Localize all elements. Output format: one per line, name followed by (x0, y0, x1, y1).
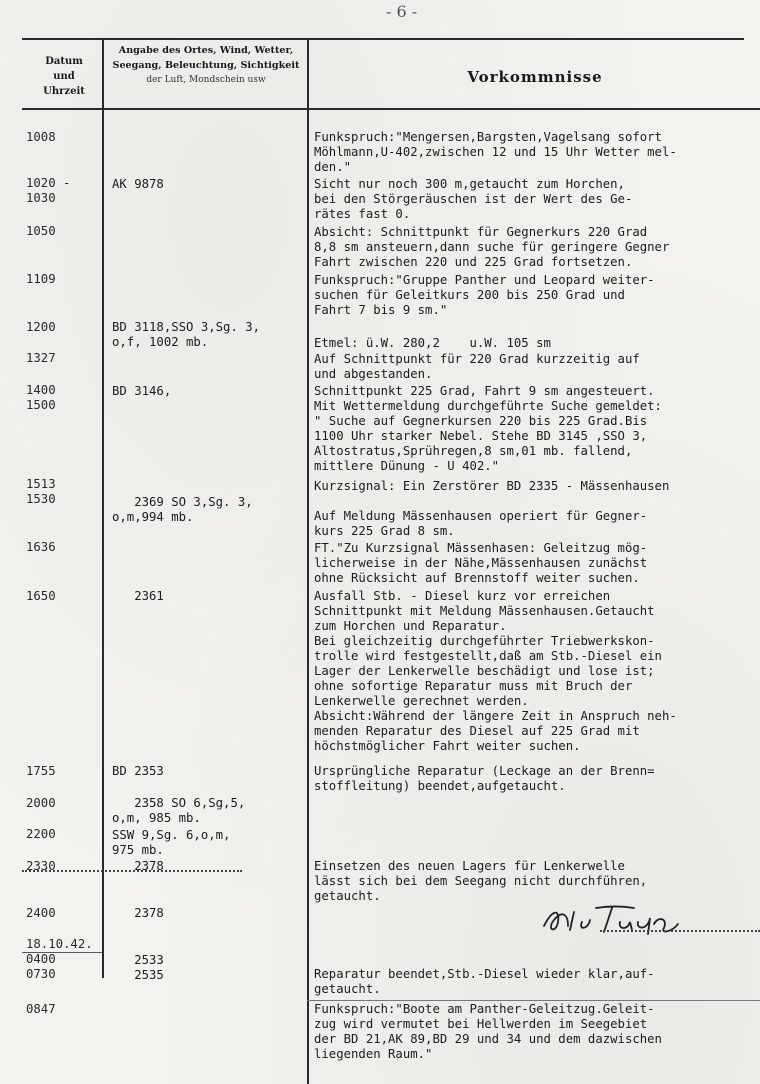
page-number: - 6 - (386, 2, 418, 21)
header-ort-sub: der Luft, Mondschein usw (146, 75, 266, 85)
entry-time: 18.10.42. 0400 0730 (26, 937, 93, 981)
entry-text: Schnittpunkt 225 Grad, Fahrt 9 sm angesteuert. Mit Wettermeldung durchgeführte Suche gemeldet: " Suche auf Gegnerkursen 220 bis 225 Grad.Bis 1100 Uhr starker Nebel. Stehe BD 3145 ,SSO 3, Altostratus,Sprühregen,8 sm,01 mb. fallend, mittlere Dünung - U 402." (314, 384, 662, 473)
column-divider-1 (102, 38, 104, 978)
header-ort-line: Seegang, Beleuchtung, Sichtigkeit (112, 59, 300, 71)
entry-text: Etmel: ü.W. 280,2 u.W. 105 sm (314, 336, 551, 350)
entry-text: Auf Schnittpunkt für 220 Grad kurzzeitig auf und abgestanden. (314, 352, 640, 381)
header-bottom-rule (22, 108, 760, 110)
entry-ort: BD 3118,SSO 3,Sg. 3, o,f, 1002 mb. (112, 320, 261, 349)
header-ort-line: Angabe des Ortes, Wind, Wetter, (118, 45, 294, 56)
entry-time: 1050 (26, 224, 56, 238)
entry-text: Ursprüngliche Reparatur (Leckage an der Brenn= stoffleitung) beendet,aufgetaucht. (314, 764, 655, 793)
header-datum-line: und (53, 71, 75, 82)
entry-text: Ausfall Stb. - Diesel kurz vor erreichen Schnittpunkt mit Meldung Mässenhausen.Getaucht zum Horchen und Reparatur. Bei gleichzeitig durchgeführter Triebwerkskon- trolle wird festgestellt,daß am Stb.-Diesel ein Lager der Lenkerwelle beschädigt und lose ist; ohne sofortige Reparatur muss mit Bruch der Lenkerwelle gerechnet werden. Absicht:Während der längere Zeit in Anspruch neh- menden Reparatur des Diesel auf 225 Grad mit höchstmöglicher Fahrt weiter suchen. (314, 589, 677, 753)
entry-time: 2330 (26, 859, 56, 873)
entry-time: 1109 (26, 272, 56, 286)
entry-time: 2200 (26, 827, 56, 841)
entry-time: 1008 (26, 130, 56, 144)
entry-time: 1513 1530 (26, 477, 56, 506)
entry-time: 1755 (26, 764, 56, 778)
header-ort (108, 44, 304, 88)
header-vorkommnisse: Vorkommnisse (467, 68, 603, 86)
entry-time: 2400 (26, 906, 56, 920)
dotted-signature-line (600, 930, 760, 932)
entry-time: 2000 (26, 796, 56, 810)
entry-ort: 2378 (112, 906, 164, 920)
entry-ort: 2358 SO 6,Sg,5, o,m, 985 mb. (112, 796, 246, 825)
entry-time: 1400 1500 (26, 383, 56, 412)
header-datum-line: Datum (45, 56, 83, 67)
header-datum (28, 54, 100, 99)
entry-text: Kurzsignal: Ein Zerstörer BD 2335 - Mässenhausen Auf Meldung Mässenhausen operiert für Gegner- kurs 225 Grad 8 sm. (314, 479, 670, 538)
entry-ort: 2378 (112, 859, 164, 873)
entry-ort: 2361 (112, 589, 164, 603)
entry-text: Funkspruch:"Boote am Panther-Geleitzug.Geleit- zug wird vermutet bei Hellwerden im Seegebiet der BD 21,AK 89,BD 29 und 34 und dem dazwischen liegenden Raum." (314, 1002, 662, 1061)
entry-text: Funkspruch:"Gruppe Panther und Leopard weiter- suchen für Geleitkurs 200 bis 250 Grad und Fahrt 7 bis 9 sm." (314, 273, 655, 317)
entry-text: Sicht nur noch 300 m,getaucht zum Horchen, bei den Störgeräuschen ist der Wert des Ge- rätes fast 0. (314, 177, 633, 221)
entry-ort: BD 2353 (112, 764, 164, 778)
entry-ort: 2533 2535 (134, 953, 164, 982)
entry-text: Reparatur beendet,Stb.-Diesel wieder klar,auf- getaucht. (314, 967, 655, 996)
entry-time: 1636 (26, 540, 56, 554)
entry-text: Absicht: Schnittpunkt für Gegnerkurs 220 Grad 8,8 sm ansteuern,dann suche für geringere Gegner Fahrt zwischen 220 und 225 Grad fortsetzen. (314, 225, 670, 269)
entry-time: 0847 (26, 1002, 56, 1016)
entry-ort: BD 3146, (112, 384, 172, 398)
entry-text: FT."Zu Kurzsignal Mässenhasen: Geleitzug mög- licherweise in der Nähe,Mässenhausen zunächst ohne Rücksicht auf Brennstoff weiter suchen. (314, 541, 648, 585)
header-top-rule (22, 38, 744, 40)
entry-time: 1020 - 1030 (26, 176, 71, 205)
entry-ort: SSW 9,Sg. 6,o,m, 975 mb. (112, 828, 231, 857)
entry-time: 1327 (26, 351, 56, 365)
entry-ort: 2369 SO 3,Sg. 3, o,m,994 mb. (112, 495, 253, 524)
header-datum-line: Uhrzeit (43, 86, 85, 97)
column-divider-2 (307, 38, 309, 1084)
entry-time: 1200 (26, 320, 56, 334)
entry-ort: AK 9878 (112, 177, 164, 191)
entry-time: 1650 (26, 589, 56, 603)
entry-text: Funkspruch:"Mengersen,Bargsten,Vagelsang sofort Möhlmann,U-402,zwischen 12 und 15 Uhr Wetter mel- den." (314, 130, 677, 174)
body-rule (307, 1000, 760, 1001)
entry-text: Einsetzen des neuen Lagers für Lenkerwelle lässt sich bei dem Seegang nicht durchführen, getaucht. (314, 859, 648, 903)
